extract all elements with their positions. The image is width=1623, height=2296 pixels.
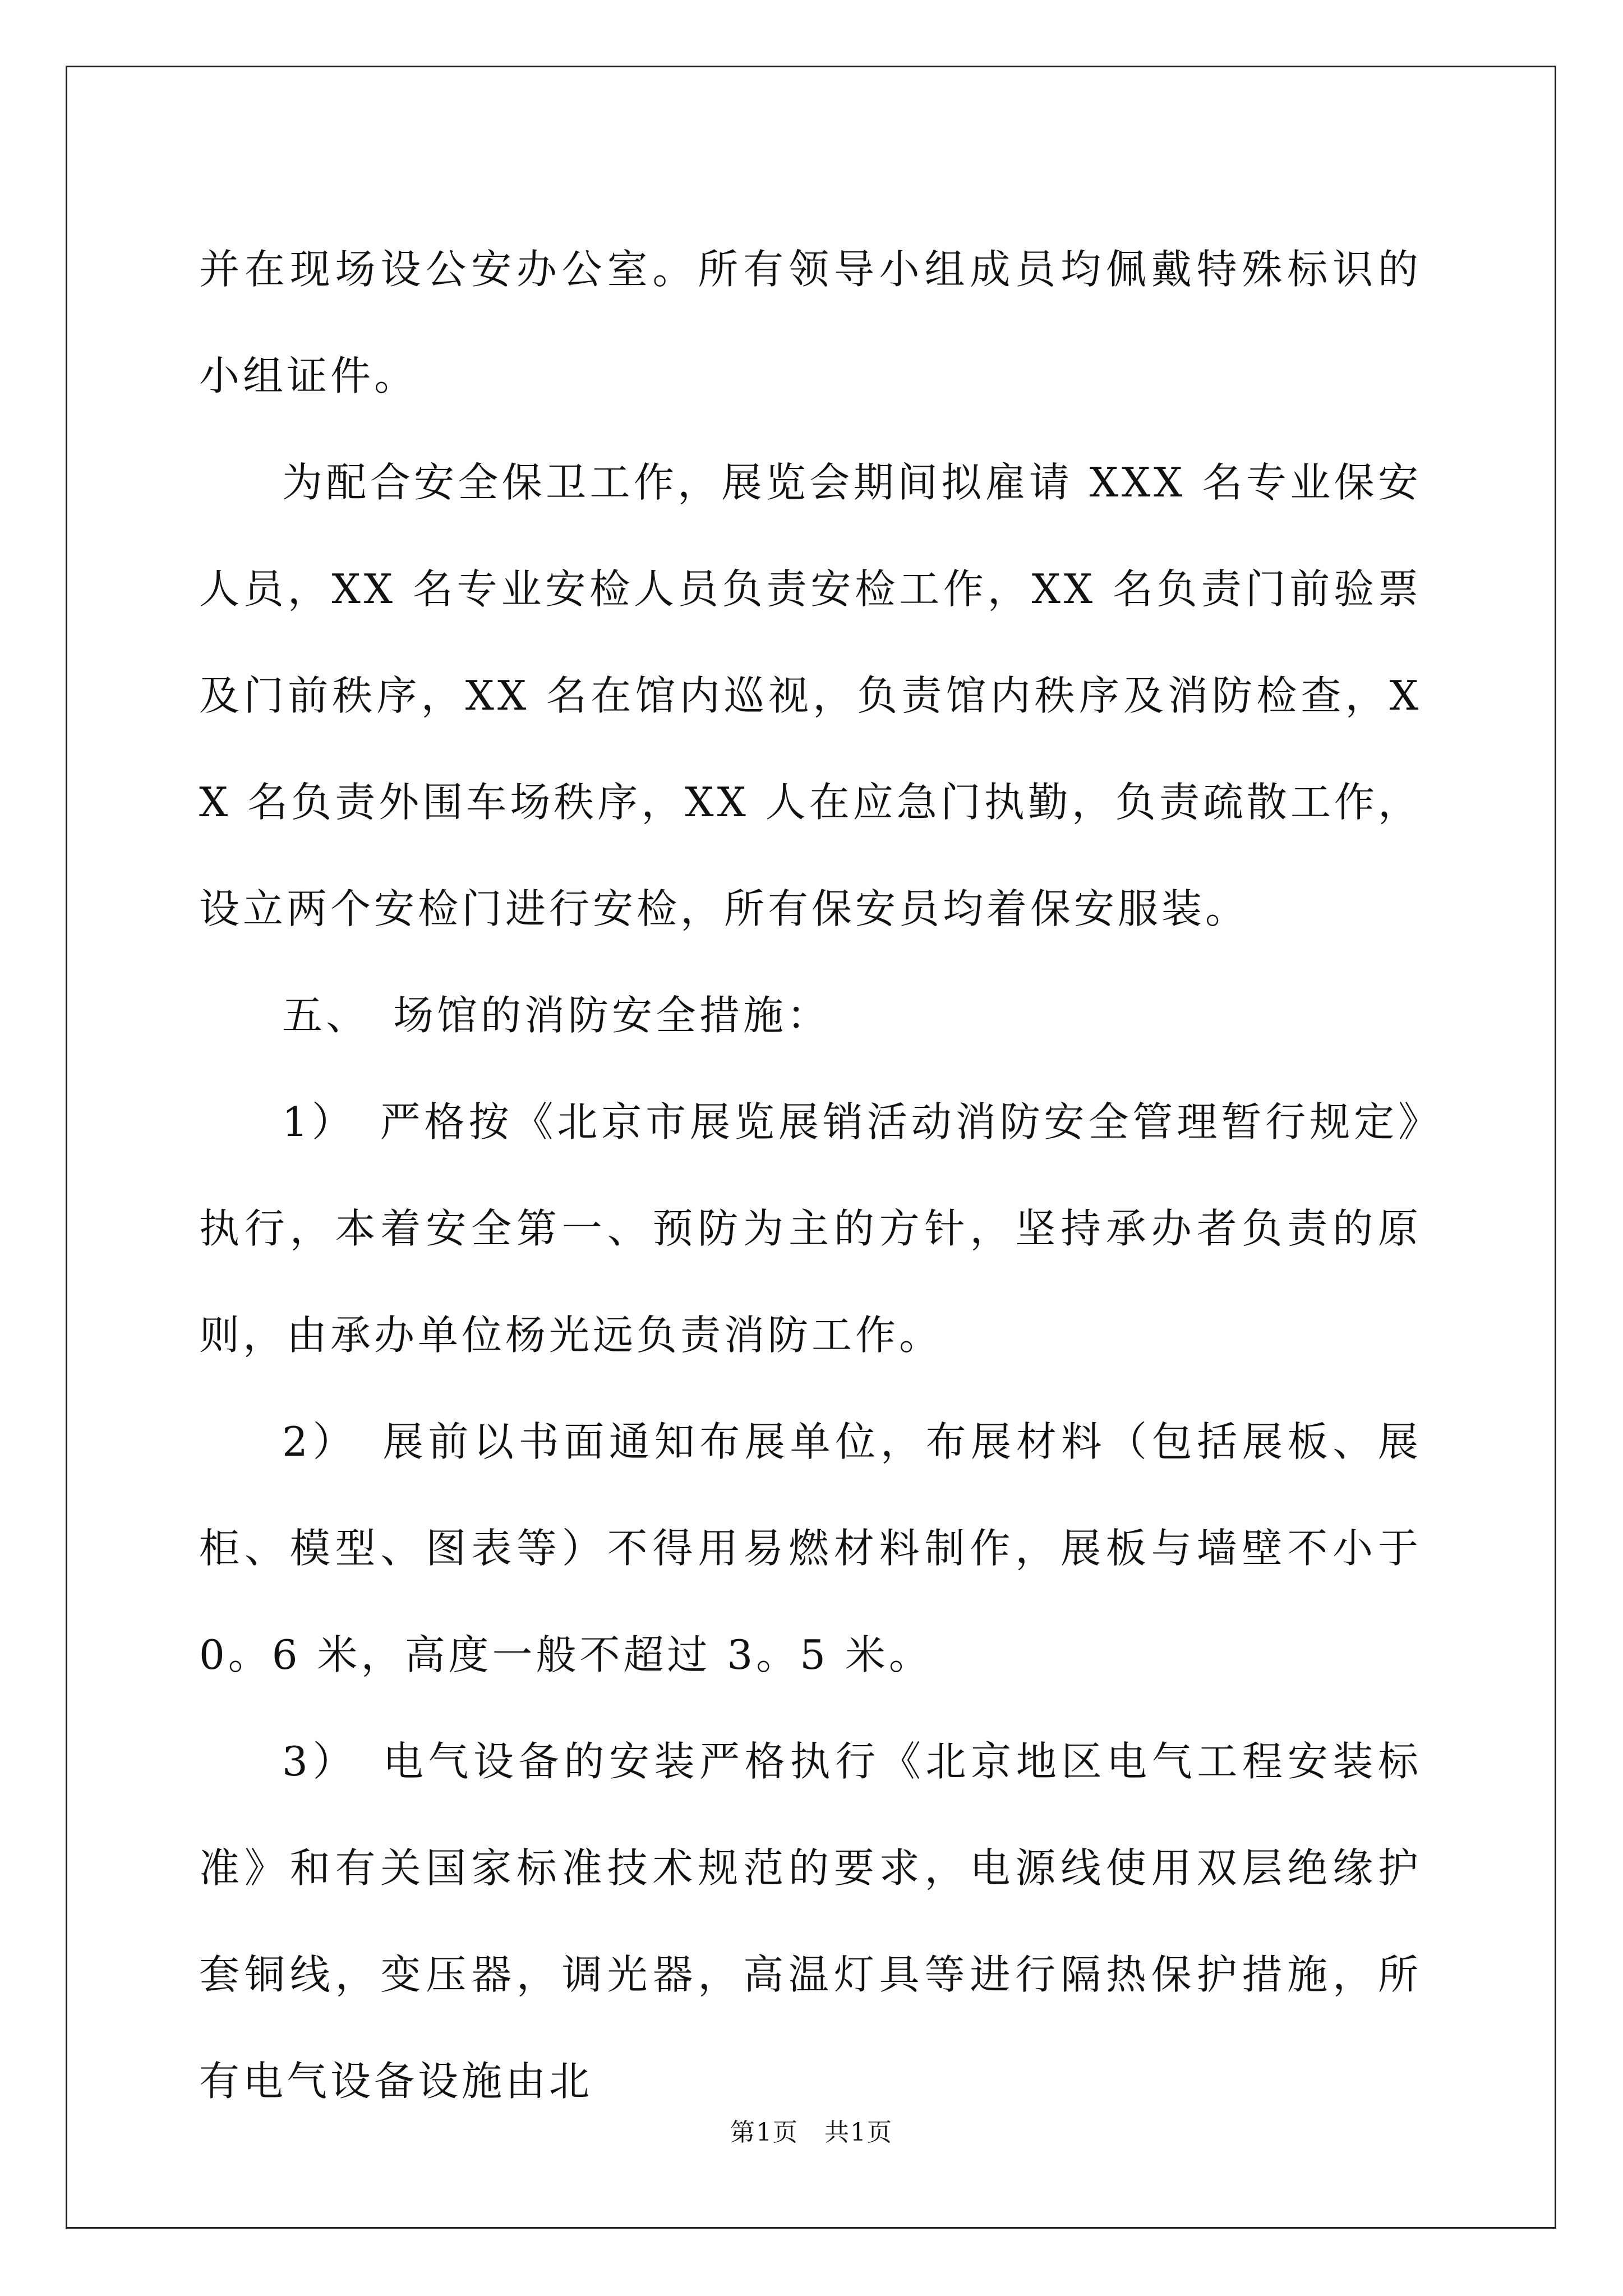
paragraph-1: 并在现场设公安办公室。所有领导小组成员均佩戴特殊标识的小组证件。 [199, 246, 1422, 399]
section-heading-5: 五、 场馆的消防安全措施： [282, 992, 831, 1039]
page-footer: 第1页 共1页 [730, 2118, 893, 2147]
document-body [199, 216, 1422, 2134]
paragraph-2: 为配合安全保卫工作，展览会期间拟雇请 XXX 名专业保安人员，XX 名专业安检人员负责安检工作，XX 名负责门前验票及门前秩序，XX 名在馆内巡视，负责馆内秩序及消防检查，XX 名负责外围车场秩序，XX 人在应急门执勤，负责疏散工作，设立两个安检门进行安检，所有保安员均着保安服装。 [199, 459, 1422, 932]
paragraph-item-2: 2） 展前以书面通知布展单位，布展材料（包括展板、展柜、模型、图表等）不得用易燃材料制作，展板与墙壁不小于 0。6 米，高度一般不超过 3。5 米。 [199, 1418, 1422, 1678]
paragraph-item-3: 3） 电气设备的安装严格执行《北京地区电气工程安装标准》和有关国家标准技术规范的要求，电源线使用双层绝缘护套铜线，变压器，调光器，高温灯具等进行隔热保护措施，所有电气设备设施由北 [199, 1738, 1422, 2105]
paragraph-item-1: 1） 严格按《北京市展览展销活动消防安全管理暂行规定》执行，本着安全第一、预防为主的方针，坚持承办者负责的原则，由承办单位杨光远负责消防工作。 [199, 1098, 1422, 1359]
